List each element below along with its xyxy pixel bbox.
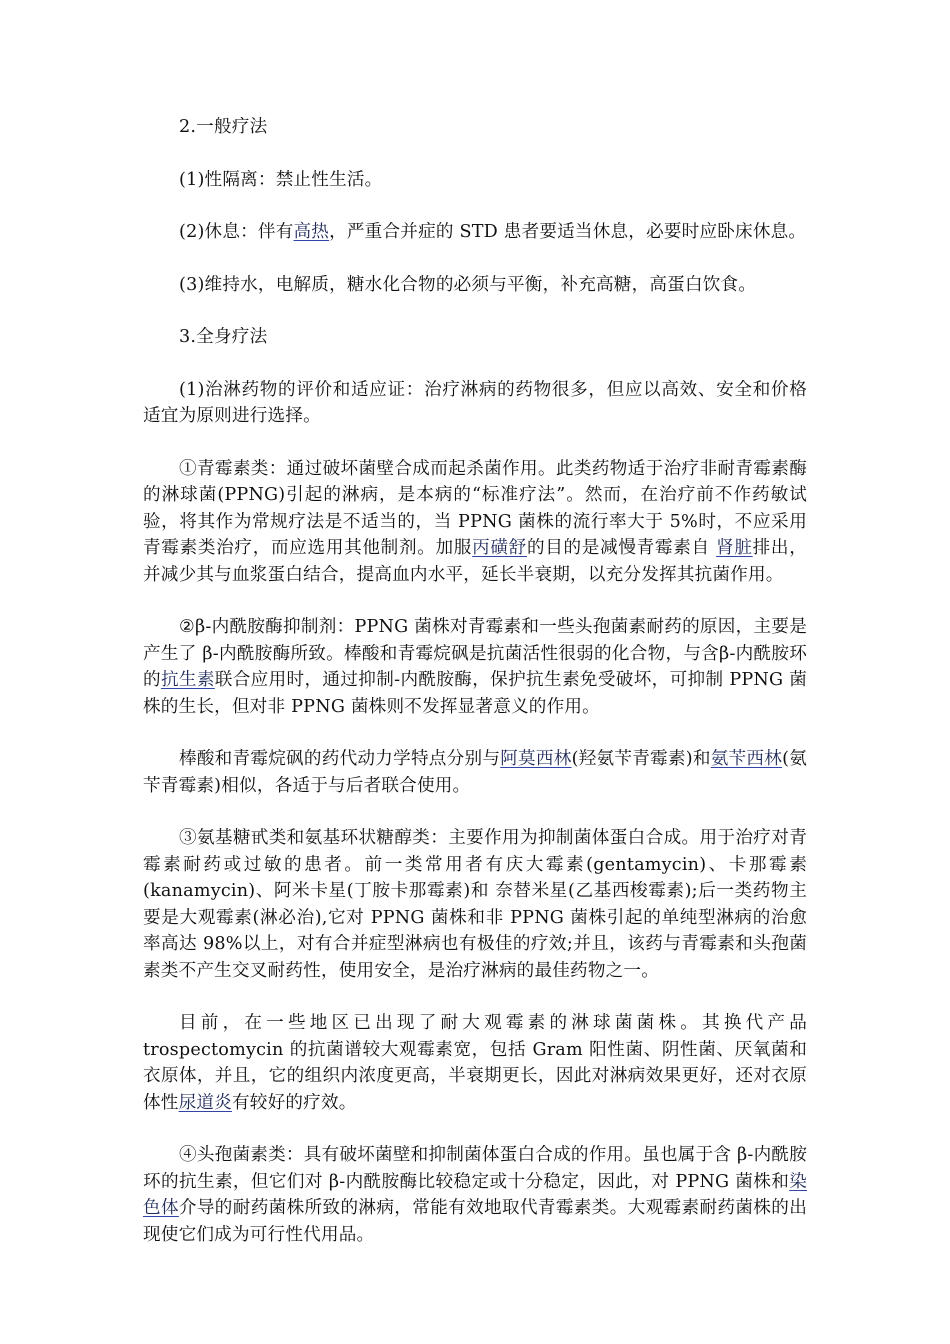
paragraph-text: 排出，并减少其与血浆蛋白结合，提高血内水平，延长半衰期，以充分发挥其抗菌作用。 (143, 538, 807, 585)
paragraph (143, 219, 807, 246)
paragraph-text: (2)休息：伴有 (179, 222, 294, 242)
paragraph (143, 167, 807, 194)
paragraph (143, 324, 807, 351)
paragraph-text: 介导的耐药菌株所致的淋病，常能有效地取代青霉素类。大观霉素耐药菌株的出现使它们成为可行性代用品。 (143, 1198, 807, 1245)
term-link[interactable]: 阿莫西林 (500, 749, 572, 769)
paragraph-text: ③氨基糖甙类和氨基环状糖醇类：主要作用为抑制菌体蛋白合成。用于治疗对青霉素耐药或过敏的患者。前一类常用者有庆大霉素(gentamycin)、卡那霉素(kanamycin)、阿米卡星(丁胺卡那霉素)和 奈替米星(乙基西梭霉素);后一类药物主要是大观霉素(淋必治),它对 PPNG 菌株和非 PPNG 菌株引起的单纯型淋病的治愈率高达 98%以上，对有合并症型淋病也有极佳的疗效;并且，该药与青霉素和头孢菌素类不产生交叉耐药性，使用安全，是治疗淋病的最佳药物之一。 (143, 828, 807, 981)
paragraph-text: ，严重合并症的 STD 患者要适当休息，必要时应卧床休息。 (329, 222, 807, 242)
paragraph (143, 377, 807, 430)
paragraph-text: (氨苄青霉素)相似，各适于与后者联合使用。 (143, 749, 807, 796)
paragraph (143, 272, 807, 299)
paragraph-text: ①青霉素类：通过破坏菌壁合成而起杀菌作用。此类药物适于治疗非耐青霉素酶的淋球菌(PPNG)引起的淋病，是本病的“标准疗法”。然而，在治疗前不作药敏试验，将其作为常规疗法是不适当的，当 PPNG 菌株的流行率大于 5%时，不应采用青霉素类治疗，而应选用其他制剂。加服 (143, 458, 807, 558)
paragraph-text: ②β-内酰胺酶抑制剂：PPNG 菌株对青霉素和一些头孢菌素耐药的原因，主要是产生了 β-内酰胺酶所致。棒酸和青霉烷砜是抗菌活性很弱的化合物，与含β-内酰胺环的 (143, 617, 807, 690)
paragraph-text: (1)性隔离：禁止性生活。 (179, 169, 383, 190)
document-body (143, 114, 807, 1274)
paragraph (143, 825, 807, 984)
paragraph (143, 1010, 807, 1116)
paragraph (143, 1142, 807, 1248)
term-link[interactable]: 丙磺舒 (472, 538, 527, 558)
paragraph-text: 目前，在一些地区已出现了耐大观霉素的淋球菌菌株。其换代产品 trospectomycin 的抗菌谱较大观霉素宽，包括 Gram 阳性菌、阴性菌、厌氧菌和衣原体，并且，它的组织内浓度更高，半衰期更长，因此对淋病效果更好，还对衣原体性 (143, 1013, 807, 1113)
paragraph-text: 联合应用时，通过抑制-内酰胺酶，保护抗生素免受破坏，可抑制 PPNG 菌株的生长，但对非 PPNG 菌株则不发挥显著意义的作用。 (143, 670, 807, 717)
paragraph (143, 114, 807, 141)
term-link[interactable]: 染色体 (143, 1171, 807, 1218)
paragraph (143, 614, 807, 720)
paragraph (143, 456, 807, 589)
paragraph-text: (羟氨苄青霉素)和 (571, 749, 711, 769)
term-link[interactable]: 高热 (293, 222, 330, 242)
paragraph-text: 3.全身疗法 (179, 327, 268, 347)
paragraph-text: ④头孢菌素类：具有破坏菌壁和抑制菌体蛋白合成的作用。虽也属于含 β-内酰胺环的抗生素，但它们对 β-内酰胺酶比较稳定或十分稳定，因此，对 PPNG 菌株和 (143, 1145, 807, 1192)
term-link[interactable]: 抗生素 (160, 670, 215, 690)
paragraph-text: 有较好的疗效。 (231, 1092, 357, 1113)
paragraph-text: 2.一般疗法 (179, 117, 268, 137)
paragraph-text: 棒酸和青霉烷砜的药代动力学特点分别与 (179, 749, 501, 769)
paragraph-text: (3)维持水，电解质，糖水化合物的必须与平衡，补充高糖，高蛋白饮食。 (179, 274, 757, 295)
paragraph (143, 746, 807, 799)
paragraph-text: 的目的是减慢青霉素自 (526, 538, 717, 558)
term-link[interactable]: 肾脏 (716, 538, 753, 558)
term-link[interactable]: 氨苄西林 (710, 749, 783, 769)
paragraph-text: (1)治淋药物的评价和适应证：治疗淋病的药物很多，但应以高效、安全和价格适宜为原则进行选择。 (143, 379, 807, 426)
term-link[interactable]: 尿道炎 (178, 1092, 232, 1113)
